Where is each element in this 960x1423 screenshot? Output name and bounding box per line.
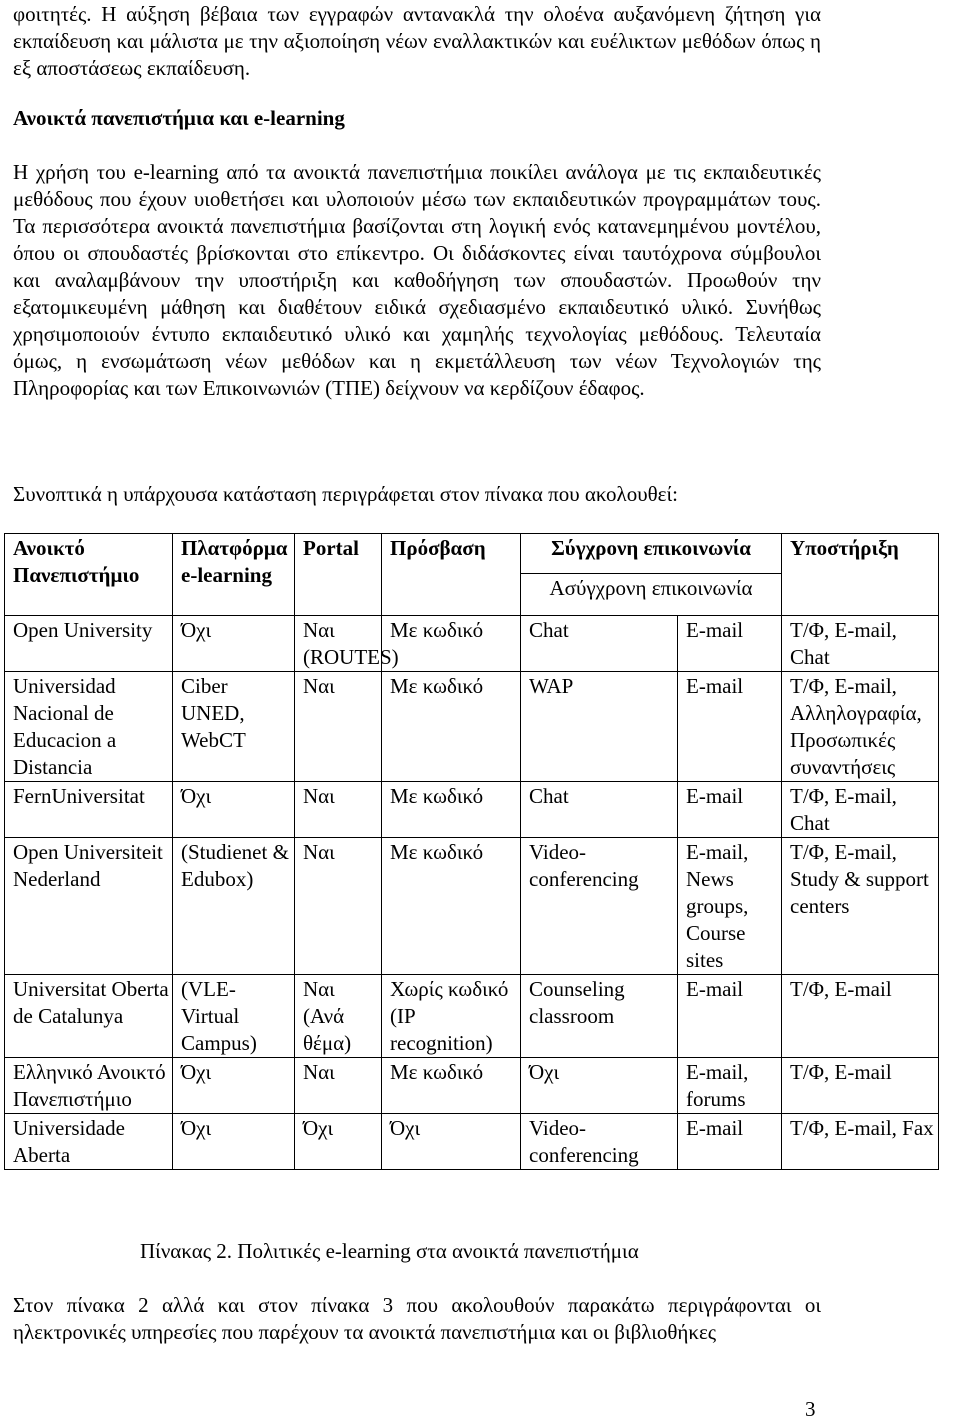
cell-portal: Ναι xyxy=(295,672,382,782)
cell-platform: Όχι xyxy=(173,1058,295,1114)
universities-table xyxy=(4,533,939,1170)
cell-async: E-mail xyxy=(678,616,782,672)
intro-text: φοιτητές. Η αύξηση βέβαια των εγγραφών αντανακλά την ολοένα αυξανόμενη ζήτηση για εκπαίδευση και μάλιστα με την αξιοποίηση νέων εναλλακτικών και ευέλικτων μεθόδων όπως η εξ αποστάσεως εκπαίδευση. xyxy=(13,2,821,80)
cell-async: E-mail, News groups, Course sites xyxy=(678,838,782,975)
cell-support: Τ/Φ, E-mail, Fax xyxy=(782,1114,939,1170)
intro-paragraph xyxy=(13,1,821,82)
cell-platform: Όχι xyxy=(173,1114,295,1170)
table-header-row xyxy=(5,534,939,574)
cell-sync: Counseling classroom xyxy=(521,975,678,1058)
cell-portal: Ναι xyxy=(295,838,382,975)
cell-support: Τ/Φ, E-mail xyxy=(782,1058,939,1114)
header-platform: Πλατφόρμα e-learning xyxy=(173,534,295,616)
cell-university: Open University xyxy=(5,616,173,672)
cell-university: FernUniversitat xyxy=(5,782,173,838)
header-portal: Portal xyxy=(295,534,382,616)
cell-university: Universidad Nacional de Educacion a Distancia xyxy=(5,672,173,782)
section-text: Η χρήση του e-learning από τα ανοικτά πανεπιστήμια ποικίλει ανάλογα με τις εκπαιδευτικές μεθόδους που έχουν υιοθετήσει και υλοποιούν μέσω των εκπαιδευτικών προγραμμάτων τους. Τα περισσότερα ανοικτά πανεπιστήμια βασίζονται στη λογική ενός κατανεμημένου μοντέλου, όπου οι σπουδαστές βρίσκονται στο επίκεντρο. Οι διδάσκοντες είναι ταυτόχρονα σύμβουλοι και αναλαμβάνουν την υποστήριξη και καθοδήγηση των σπουδαστών. Προωθούν την εξατομικευμένη μάθηση και διαθέτουν ειδικά σχεδιασμένο εκπαιδευτικό υλικό. Συνήθως χρησιμοποιούν έντυπο εκπαιδευτικό υλικό και χαμηλής τεχνολογίας μεθόδους. Τελευταία όμως, η ενσωμάτωση νέων μεθόδων και η εκμετάλλευση των νέων Τεχνολογιών της Πληροφορίας και των Επικοινωνιών (ΤΠΕ) δείχνουν να κερδίζουν έδαφος. xyxy=(13,160,821,400)
cell-sync: Chat xyxy=(521,616,678,672)
cell-platform: Όχι xyxy=(173,616,295,672)
cell-platform: (Studienet & Edubox) xyxy=(173,838,295,975)
cell-sync: Video-conferencing xyxy=(521,1114,678,1170)
cell-support: Τ/Φ, E-mail, Αλληλογραφία, Προσωπικές συναντήσεις xyxy=(782,672,939,782)
cell-support: Τ/Φ, E-mail, Chat xyxy=(782,616,939,672)
cell-async: E-mail, forums xyxy=(678,1058,782,1114)
table-row xyxy=(5,1058,939,1114)
closing-text: Στον πίνακα 2 αλλά και στον πίνακα 3 που ακολουθούν παρακάτω περιγράφονται οι ηλεκτρονικές υπηρεσίες που παρέχουν τα ανοικτά πανεπιστήμια και οι βιβλιοθήκες xyxy=(13,1293,821,1344)
closing-paragraph xyxy=(13,1292,821,1346)
cell-university: Universidade Aberta xyxy=(5,1114,173,1170)
cell-support: Τ/Φ, E-mail, Chat xyxy=(782,782,939,838)
cell-access: Όχι xyxy=(382,1114,521,1170)
cell-sync: Chat xyxy=(521,782,678,838)
cell-sync: Όχι xyxy=(521,1058,678,1114)
table-row xyxy=(5,672,939,782)
cell-access: Χωρίς κωδικό (IP recognition) xyxy=(382,975,521,1058)
header-access: Πρόσβαση xyxy=(382,534,521,616)
cell-async: E-mail xyxy=(678,782,782,838)
table-row xyxy=(5,975,939,1058)
cell-university: Ελληνικό Ανοικτό Πανεπιστήμιο xyxy=(5,1058,173,1114)
cell-platform: Ciber UNED, WebCT xyxy=(173,672,295,782)
cell-access: Με κωδικό xyxy=(382,782,521,838)
cell-sync: Video-conferencing xyxy=(521,838,678,975)
cell-access: Με κωδικό xyxy=(382,838,521,975)
summary-paragraph xyxy=(13,481,821,508)
cell-access: Με κωδικό xyxy=(382,616,521,672)
cell-support: Τ/Φ, E-mail, Study & support centers xyxy=(782,838,939,975)
page-number: 3 xyxy=(805,1397,816,1421)
cell-portal: Όχι xyxy=(295,1114,382,1170)
cell-university: Universitat Oberta de Catalunya xyxy=(5,975,173,1058)
table-row xyxy=(5,782,939,838)
cell-async: E-mail xyxy=(678,672,782,782)
header-support: Υποστήριξη xyxy=(782,534,939,616)
cell-platform: Όχι xyxy=(173,782,295,838)
cell-access: Με κωδικό xyxy=(382,1058,521,1114)
cell-async: E-mail xyxy=(678,1114,782,1170)
header-sync: Σύγχρονη επικοινωνία xyxy=(521,534,782,574)
summary-text: Συνοπτικά η υπάρχουσα κατάσταση περιγράφεται στον πίνακα που ακολουθεί: xyxy=(13,482,678,506)
section-heading: Ανοικτά πανεπιστήμια και e-learning xyxy=(13,106,345,130)
cell-portal: Ναι (ROUTES) xyxy=(295,616,382,672)
section-paragraph xyxy=(13,159,821,402)
table-row xyxy=(5,838,939,975)
cell-sync: WAP xyxy=(521,672,678,782)
table-row xyxy=(5,616,939,672)
cell-platform: (VLE-Virtual Campus) xyxy=(173,975,295,1058)
cell-access: Με κωδικό xyxy=(382,672,521,782)
cell-async: E-mail xyxy=(678,975,782,1058)
header-university: Ανοικτό Πανεπιστήμιο xyxy=(5,534,173,616)
cell-support: Τ/Φ, E-mail xyxy=(782,975,939,1058)
cell-portal: Ναι xyxy=(295,782,382,838)
table-row xyxy=(5,1114,939,1170)
cell-portal: Ναι (Ανά θέμα) xyxy=(295,975,382,1058)
header-async: Ασύγχρονη επικοινωνία xyxy=(521,574,782,616)
table-caption: Πίνακας 2. Πολιτικές e-learning στα ανοικτά πανεπιστήμια xyxy=(140,1239,639,1263)
cell-university: Open Universiteit Nederland xyxy=(5,838,173,975)
cell-portal: Ναι xyxy=(295,1058,382,1114)
